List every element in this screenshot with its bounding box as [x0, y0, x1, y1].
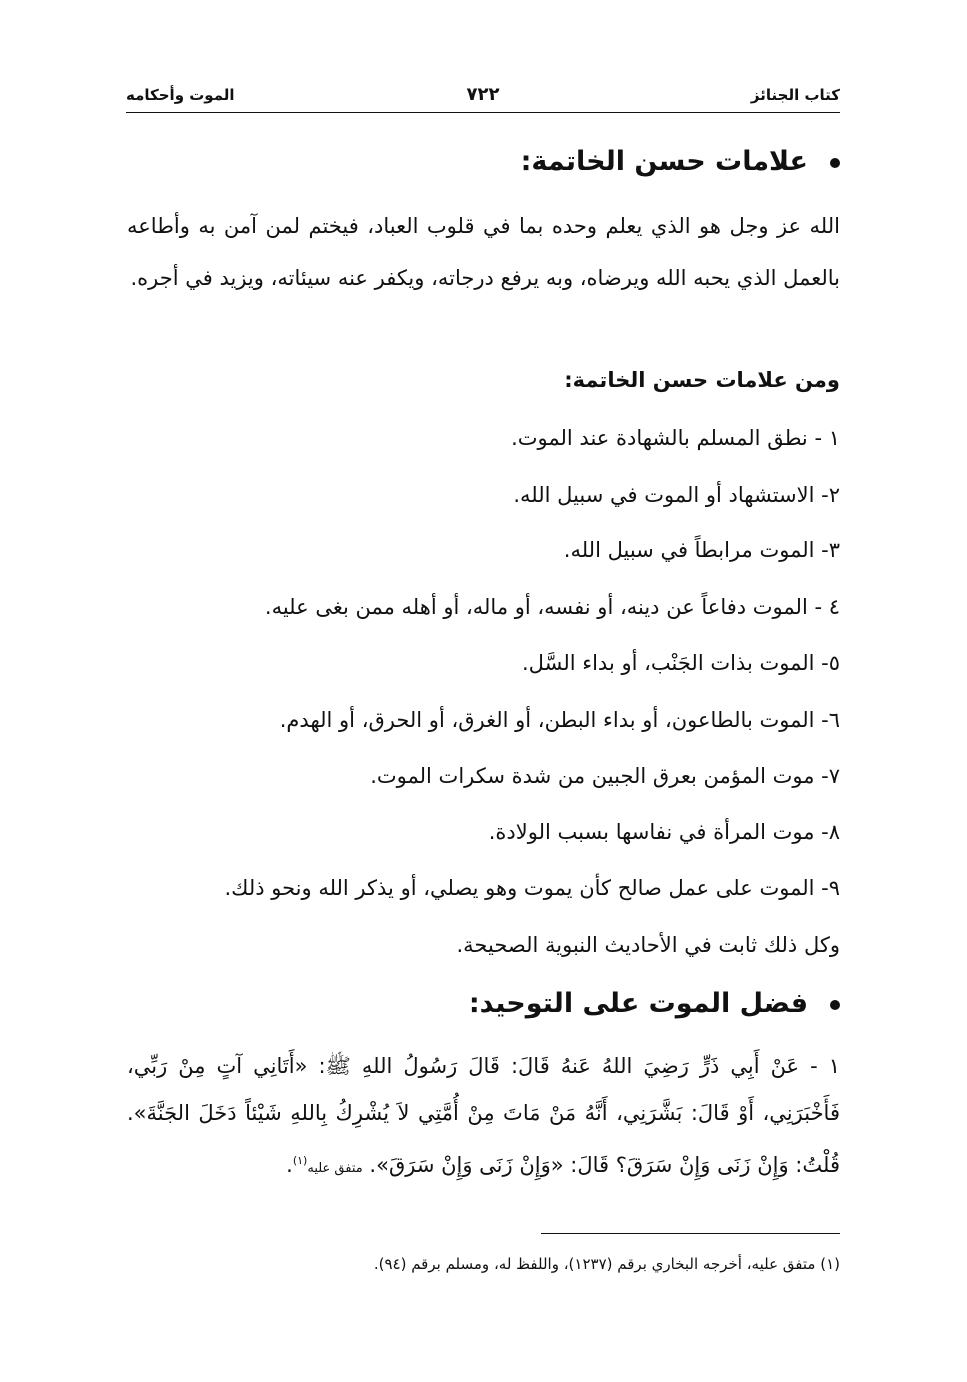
list-item: ٨- موت المرأة في نفاسها بسبب الولادة.	[488, 820, 840, 844]
page-number: ٧٢٢	[466, 84, 500, 105]
section-heading-text: علامات حسن الخاتمة:	[520, 146, 808, 177]
list-item: ٣- الموت مرابطاً في سبيل الله.	[563, 538, 840, 562]
list-item: ٩- الموت على عمل صالح كأن يموت وهو يصلي، أو يذكر الله ونحو ذلك.	[224, 876, 840, 900]
section-heading-virtue-of-tawhid	[469, 988, 840, 1019]
closing-sentence: وكل ذلك ثابت في الأحاديث النبوية الصحيحة.	[456, 933, 840, 957]
list-item: ٥- الموت بذات الجَنْب، أو بداء السَّل.	[522, 651, 840, 675]
intro-paragraph: الله عز وجل هو الذي يعلم وحده بما في قلوب العباد، فيختم لمن آمن به وأطاعه بالعمل الذي يحبه الله ويرضاه، وبه يرفع درجاته، ويكفر عنه سيئاته، ويزيد في أجره.	[127, 214, 840, 290]
hadith-end-mark: .	[286, 1153, 293, 1177]
list-item: ٢- الاستشهاد أو الموت في سبيل الله.	[513, 483, 840, 507]
page-header	[126, 82, 840, 112]
bullet-icon	[830, 158, 840, 168]
list-item: ٧- موت المؤمن بعرق الجبين من شدة سكرات الموت.	[370, 764, 840, 788]
header-rule	[126, 112, 840, 113]
footnote-separator	[541, 1233, 840, 1234]
section-heading-text: فضل الموت على التوحيد:	[468, 988, 808, 1019]
list-item: ٦- الموت بالطاعون، أو بداء البطن، أو الغرق، أو الحرق، أو الهدم.	[279, 708, 840, 732]
list-subheading: ومن علامات حسن الخاتمة:	[564, 368, 840, 392]
header-book-title: كتاب الجنائز	[750, 86, 840, 104]
bullet-icon	[830, 1000, 840, 1010]
list-item: ٤ - الموت دفاعاً عن دينه، أو نفسه، أو ماله، أو أهله ممن بغى عليه.	[264, 595, 840, 619]
header-chapter-title: الموت وأحكامه	[126, 86, 235, 104]
footnote: (١) متفق عليه، أخرجه البخاري برقم (١٢٣٧)، واللفظ له، ومسلم برقم (٩٤).	[373, 1255, 840, 1273]
list-item: ١ - نطق المسلم بالشهادة عند الموت.	[511, 426, 840, 450]
section-heading-signs-of-good-ending	[521, 146, 840, 177]
hadith-paragraph	[127, 1043, 840, 1192]
hadith-citation: متفق عليه	[307, 1161, 363, 1176]
hadith-text: ١ - عَنْ أَبِي ذَرٍّ رَضِيَ اللهُ عَنهُ قَالَ: قَالَ رَسُولُ اللهِ ﷺ: «أَتَانِي آتٍ مِنْ رَبِّي، فَأَخْبَرَنِي، أَوْ قَالَ: بَشَّرَنِي، أَنَّهُ مَنْ مَاتَ مِنْ أُمَّتِي لاَ يُشْرِكُ بِاللهِ شَيْئاً دَخَلَ الجَنَّةَ». قُلْتُ: وَإِنْ زَنَى وَإِنْ سَرَقَ؟ قَالَ: «وَإِنْ زَنَى وَإِنْ سَرَقَ».	[127, 1054, 840, 1177]
footnote-marker: (١)	[292, 1154, 308, 1167]
